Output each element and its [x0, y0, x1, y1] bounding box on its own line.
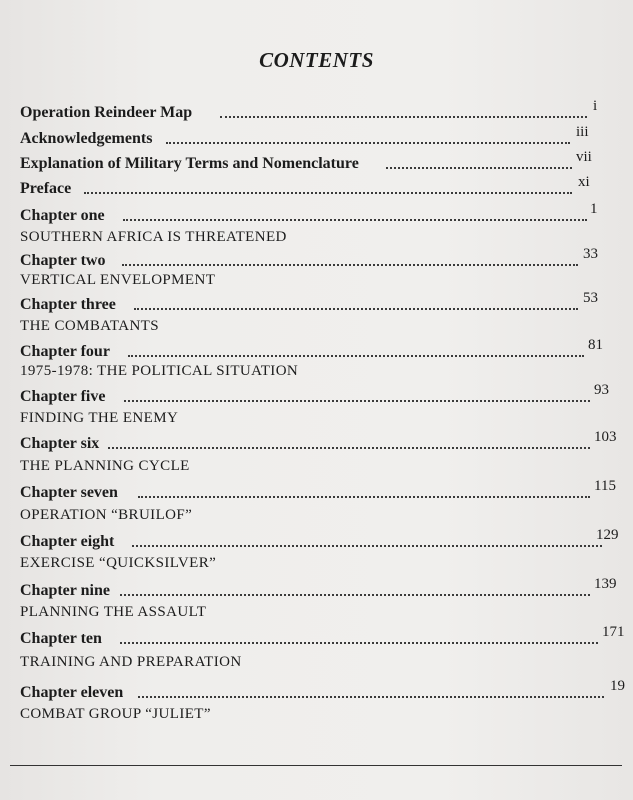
toc-page-number: 33 — [583, 246, 598, 262]
chapter-subtitle: TRAINING AND PREPARATION — [20, 654, 242, 670]
toc-entry-label: Chapter two — [20, 252, 106, 269]
toc-entry-label: Acknowledgements — [20, 130, 153, 147]
page-title: CONTENTS — [259, 48, 374, 72]
dot-leader — [138, 696, 604, 698]
dot-leader — [123, 219, 587, 221]
toc-page-number: i — [593, 98, 598, 114]
toc-page-number: 19 — [610, 678, 625, 694]
chapter-subtitle: SOUTHERN AFRICA IS THREATENED — [20, 229, 287, 245]
toc-page-number: 171 — [602, 624, 625, 640]
dot-leader — [138, 496, 590, 498]
dot-leader — [134, 308, 578, 310]
dot-leader — [84, 192, 572, 194]
toc-page-number: 103 — [594, 429, 617, 445]
toc-page-number: 53 — [583, 290, 598, 306]
toc-page-number: iii — [576, 124, 589, 140]
toc-page-number: 1 — [590, 201, 598, 217]
dot-leader — [108, 447, 590, 449]
dot-leader — [220, 116, 587, 118]
dot-leader — [132, 545, 602, 547]
chapter-subtitle: THE COMBATANTS — [20, 318, 159, 334]
toc-entry-label: Chapter nine — [20, 582, 110, 599]
dot-leader — [120, 594, 590, 596]
chapter-subtitle: FINDING THE ENEMY — [20, 410, 179, 426]
dot-leader — [124, 400, 590, 402]
chapter-subtitle: EXERCISE “QUICKSILVER” — [20, 555, 217, 571]
dot-leader — [128, 355, 584, 357]
toc-entry-label: Chapter eight — [20, 533, 115, 550]
toc-page-number: 139 — [594, 576, 617, 592]
toc-page-number: vii — [576, 149, 592, 165]
toc-page-number: 81 — [588, 337, 603, 353]
toc-entry-label: Chapter ten — [20, 630, 102, 647]
dot-leader — [122, 264, 578, 266]
toc-entry-label: Chapter three — [20, 296, 116, 313]
dot-leader — [166, 142, 570, 144]
chapter-subtitle: VERTICAL ENVELOPMENT — [20, 272, 216, 288]
toc-page-number: 115 — [594, 478, 616, 494]
toc-entry-label: Chapter eleven — [20, 684, 124, 701]
dot-leader — [386, 167, 572, 169]
bottom-rule — [10, 765, 622, 766]
toc-entry-label: Preface — [20, 180, 72, 197]
toc-entry-label: Explanation of Military Terms and Nomenclature — [20, 155, 359, 172]
toc-entry-label: Chapter seven — [20, 484, 118, 501]
toc-entry-label: Chapter five — [20, 388, 106, 405]
chapter-subtitle: OPERATION “BRUILOF” — [20, 507, 193, 523]
chapter-subtitle: COMBAT GROUP “JULIET” — [20, 706, 211, 722]
toc-page-number: 129 — [596, 527, 619, 543]
chapter-subtitle: 1975-1978: THE POLITICAL SITUATION — [20, 363, 299, 379]
dot-leader — [120, 642, 598, 644]
toc-entry-label: Chapter four — [20, 343, 110, 360]
chapter-subtitle: THE PLANNING CYCLE — [20, 458, 190, 474]
toc-entry-label: Chapter six — [20, 435, 100, 452]
toc-entry-label: Chapter one — [20, 207, 105, 224]
chapter-subtitle: PLANNING THE ASSAULT — [20, 604, 207, 620]
toc-entry-label: Operation Reindeer Map — [20, 104, 193, 121]
toc-page-number: xi — [578, 174, 590, 190]
toc-page-number: 93 — [594, 382, 609, 398]
